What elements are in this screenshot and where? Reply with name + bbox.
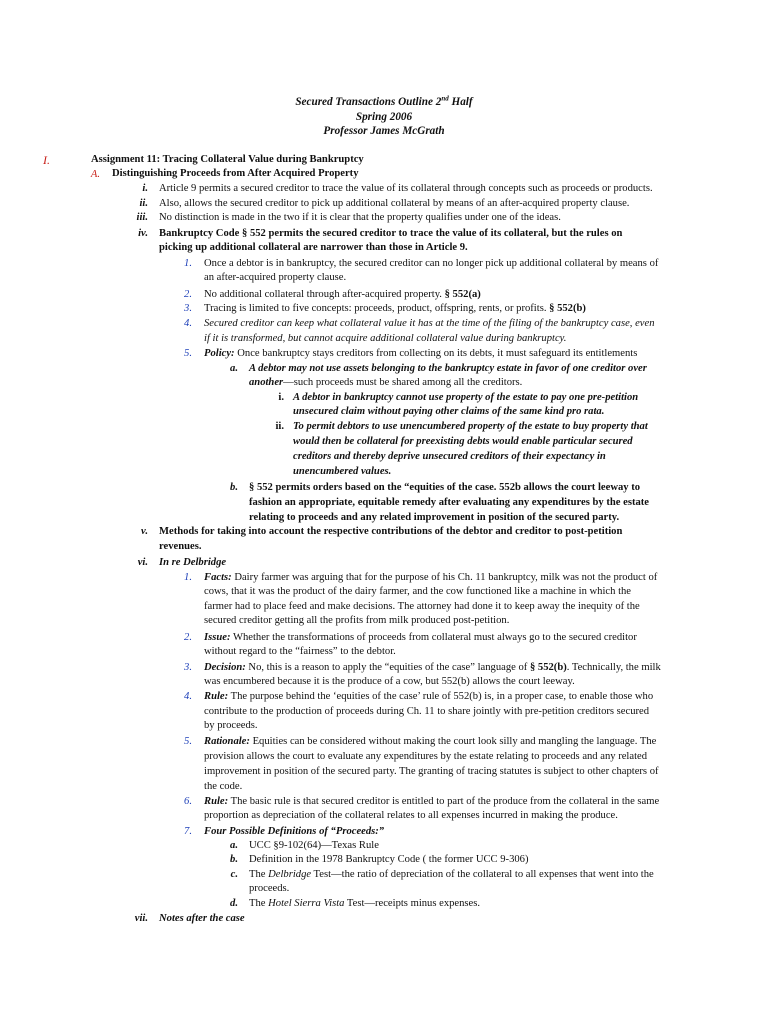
roman-marker: iii. xyxy=(136,212,148,223)
outline-text: proportion as depreciation of the collateral relates to all expenses incurred in making the produce. xyxy=(204,810,618,821)
outline-text: Tracing is limited to five concepts: proceeds, product, offspring, rents, or profits. § 552(b) xyxy=(204,303,586,314)
outline-text: No additional collateral through after-acquired property. § 552(a) xyxy=(204,289,481,300)
outline-text: another—such proceeds must be shared among all the creditors. xyxy=(249,377,523,388)
outline-text: The Delbridge Test—the ratio of depreciation of the collateral to all expenses that went into the xyxy=(249,869,654,880)
outline-text: was encumbered because it is the produce of a cow, but 552(b) allows the court leeway. xyxy=(204,676,575,687)
letter-marker: d. xyxy=(230,898,238,909)
number-marker: 7. xyxy=(184,826,192,837)
outline-text: secured creditor getting all the profits from milk produced post-petition. xyxy=(204,615,510,626)
number-marker: 5. xyxy=(184,736,192,747)
outline-text: creditors and thereby deprive unsecured creditors of their expectancy in xyxy=(293,451,606,462)
outline-text: the code. xyxy=(204,781,243,792)
outline-text: Also, allows the secured creditor to pick up additional collateral by means of an after-acquired property clause. xyxy=(159,198,630,209)
roman-marker: ii. xyxy=(139,198,148,209)
roman-marker: ii. xyxy=(275,421,284,432)
letter-marker: b. xyxy=(230,854,238,865)
outline-text: farmer had to place feed and make decisions. The attorney had done it to keep away the inequity of the xyxy=(204,601,640,612)
outline-text: cows, that it was the product of the dairy farmer, and the cow functioned like a machine in which the xyxy=(204,586,632,597)
roman-marker: v. xyxy=(141,526,148,537)
outline-text: Notes after the case xyxy=(159,913,245,924)
outline-text: Rule: The purpose behind the ‘equities of the case’ rule of 552(b) is, in a proper case, to enable those who xyxy=(204,691,654,702)
number-marker: 6. xyxy=(184,796,192,807)
outline-text: Definition in the 1978 Bankruptcy Code ( the former UCC 9-306) xyxy=(249,854,529,865)
outline-text: A debtor may not use assets belonging to the bankruptcy estate in favor of one creditor over xyxy=(249,363,647,374)
outline-text: proceeds. xyxy=(249,883,290,894)
outline-text: fashion an appropriate, equitable remedy after evaluating any expenditures by the estate xyxy=(249,497,650,508)
outline-text: A debtor in bankruptcy cannot use property of the estate to pay one pre-petition xyxy=(293,392,639,403)
number-marker: 3. xyxy=(184,662,192,673)
outline-text: Four Possible Definitions of “Proceeds:” xyxy=(204,826,385,837)
outline-text: Issue: Whether the transformations of proceeds from collateral must always go to the secured creditor xyxy=(204,632,637,643)
outline-text: Article 9 permits a secured creditor to trace the value of its collateral through concepts such as proceeds or products. xyxy=(159,183,653,194)
outline-text: The Hotel Sierra Vista Test—receipts minus expenses. xyxy=(249,898,481,909)
number-marker: 1. xyxy=(184,572,192,583)
outline-text: Bankruptcy Code § 552 permits the secured creditor to trace the value of its collateral, but the rules on xyxy=(159,228,623,239)
outline-text: No distinction is made in the two if it is clear that the property qualifies under one of the ideas. xyxy=(159,212,561,223)
outline-text: Secured creditor can keep what collateral value it has at the time of the filing of the bankruptcy case, even xyxy=(204,318,655,329)
outline-professor: Professor James McGrath xyxy=(323,125,445,137)
subsection-title: Distinguishing Proceeds from After Acquired Property xyxy=(112,168,359,179)
outline-text: Methods for taking into account the respective contributions of the debtor and creditor to post-petition xyxy=(159,526,623,537)
number-marker: 5. xyxy=(184,348,192,359)
outline-text: § 552 permits orders based on the “equities of the case. 552b allows the court leeway to xyxy=(249,482,641,493)
outline-text: by proceeds. xyxy=(204,720,258,731)
roman-marker: i. xyxy=(278,392,284,403)
letter-marker: c. xyxy=(230,869,238,880)
section-title: Assignment 11: Tracing Collateral Value during Bankruptcy xyxy=(91,154,364,165)
letter-marker: a. xyxy=(230,840,238,851)
roman-marker: i. xyxy=(142,183,148,194)
number-marker: 2. xyxy=(184,289,192,300)
outline-title: Secured Transactions Outline 2nd Half xyxy=(295,94,473,108)
outline-text: contribute to the production of proceeds during Ch. 11 to share jointly with pre-petition creditors secured xyxy=(204,706,650,717)
outline-text: Rationale: Equities can be considered without making the court look silly and mangling the language. The xyxy=(204,736,657,747)
number-marker: 4. xyxy=(184,691,192,702)
outline-text: improvement in position of the secured party. The granting of tracing statutes is subject to other chapters of xyxy=(204,766,659,777)
outline-text: would then be collateral for preexisting debts would enable particular secured xyxy=(293,436,633,447)
outline-text: UCC §9-102(64)—Texas Rule xyxy=(249,840,379,851)
outline-text: Decision: No, this is a reason to apply the “equities of the case” language of § 552(b). Technically, the milk xyxy=(204,662,661,673)
outline-text: an after-acquired property clause. xyxy=(204,272,347,283)
outline-text: To permit debtors to use unencumbered property of the estate to buy property that xyxy=(293,421,648,432)
number-marker: 3. xyxy=(184,303,192,314)
outline-text: Policy: Once bankruptcy stays creditors from collecting on its debts, it must safeguard its entitlements xyxy=(204,348,638,359)
outline-text: Once a debtor is in bankruptcy, the secured creditor can no longer pick up additional collateral by means of xyxy=(204,258,659,269)
outline-text: unencumbered values. xyxy=(293,466,392,477)
outline-text: Facts: Dairy farmer was arguing that for the purpose of his Ch. 11 bankruptcy, milk was not the product of xyxy=(204,572,658,583)
outline-text: unsecured claim without paying other claims of the same kind pro rata. xyxy=(293,406,605,417)
subsection-marker: A. xyxy=(90,169,100,180)
letter-marker: a. xyxy=(230,363,238,374)
outline-term: Spring 2006 xyxy=(355,111,413,123)
number-marker: 1. xyxy=(184,258,192,269)
outline-text: without regard to the “fairness” to the debtor. xyxy=(204,646,396,657)
number-marker: 4. xyxy=(184,318,192,329)
roman-marker: vii. xyxy=(134,913,148,924)
roman-marker: iv. xyxy=(138,228,148,239)
outline-text: Rule: The basic rule is that secured creditor is entitled to part of the produce from the collateral in the same xyxy=(204,796,660,807)
outline-text: provision allows the court to evaluate any expenditures by the estate relating to proceeds and any related xyxy=(204,751,648,762)
outline-text: if it is transformed, but cannot acquire additional collateral value during bankruptcy. xyxy=(204,333,567,344)
roman-marker: vi. xyxy=(137,557,148,568)
outline-text: relating to proceeds and any related improvement in position of the secured party. xyxy=(249,512,620,523)
number-marker: 2. xyxy=(184,632,192,643)
outline-text: revenues. xyxy=(159,541,202,552)
outline-text: picking up additional collateral are narrower than those in Article 9. xyxy=(159,242,468,253)
section-marker: I. xyxy=(43,153,50,167)
case-title: In re Delbridge xyxy=(159,557,227,568)
letter-marker: b. xyxy=(230,482,238,493)
